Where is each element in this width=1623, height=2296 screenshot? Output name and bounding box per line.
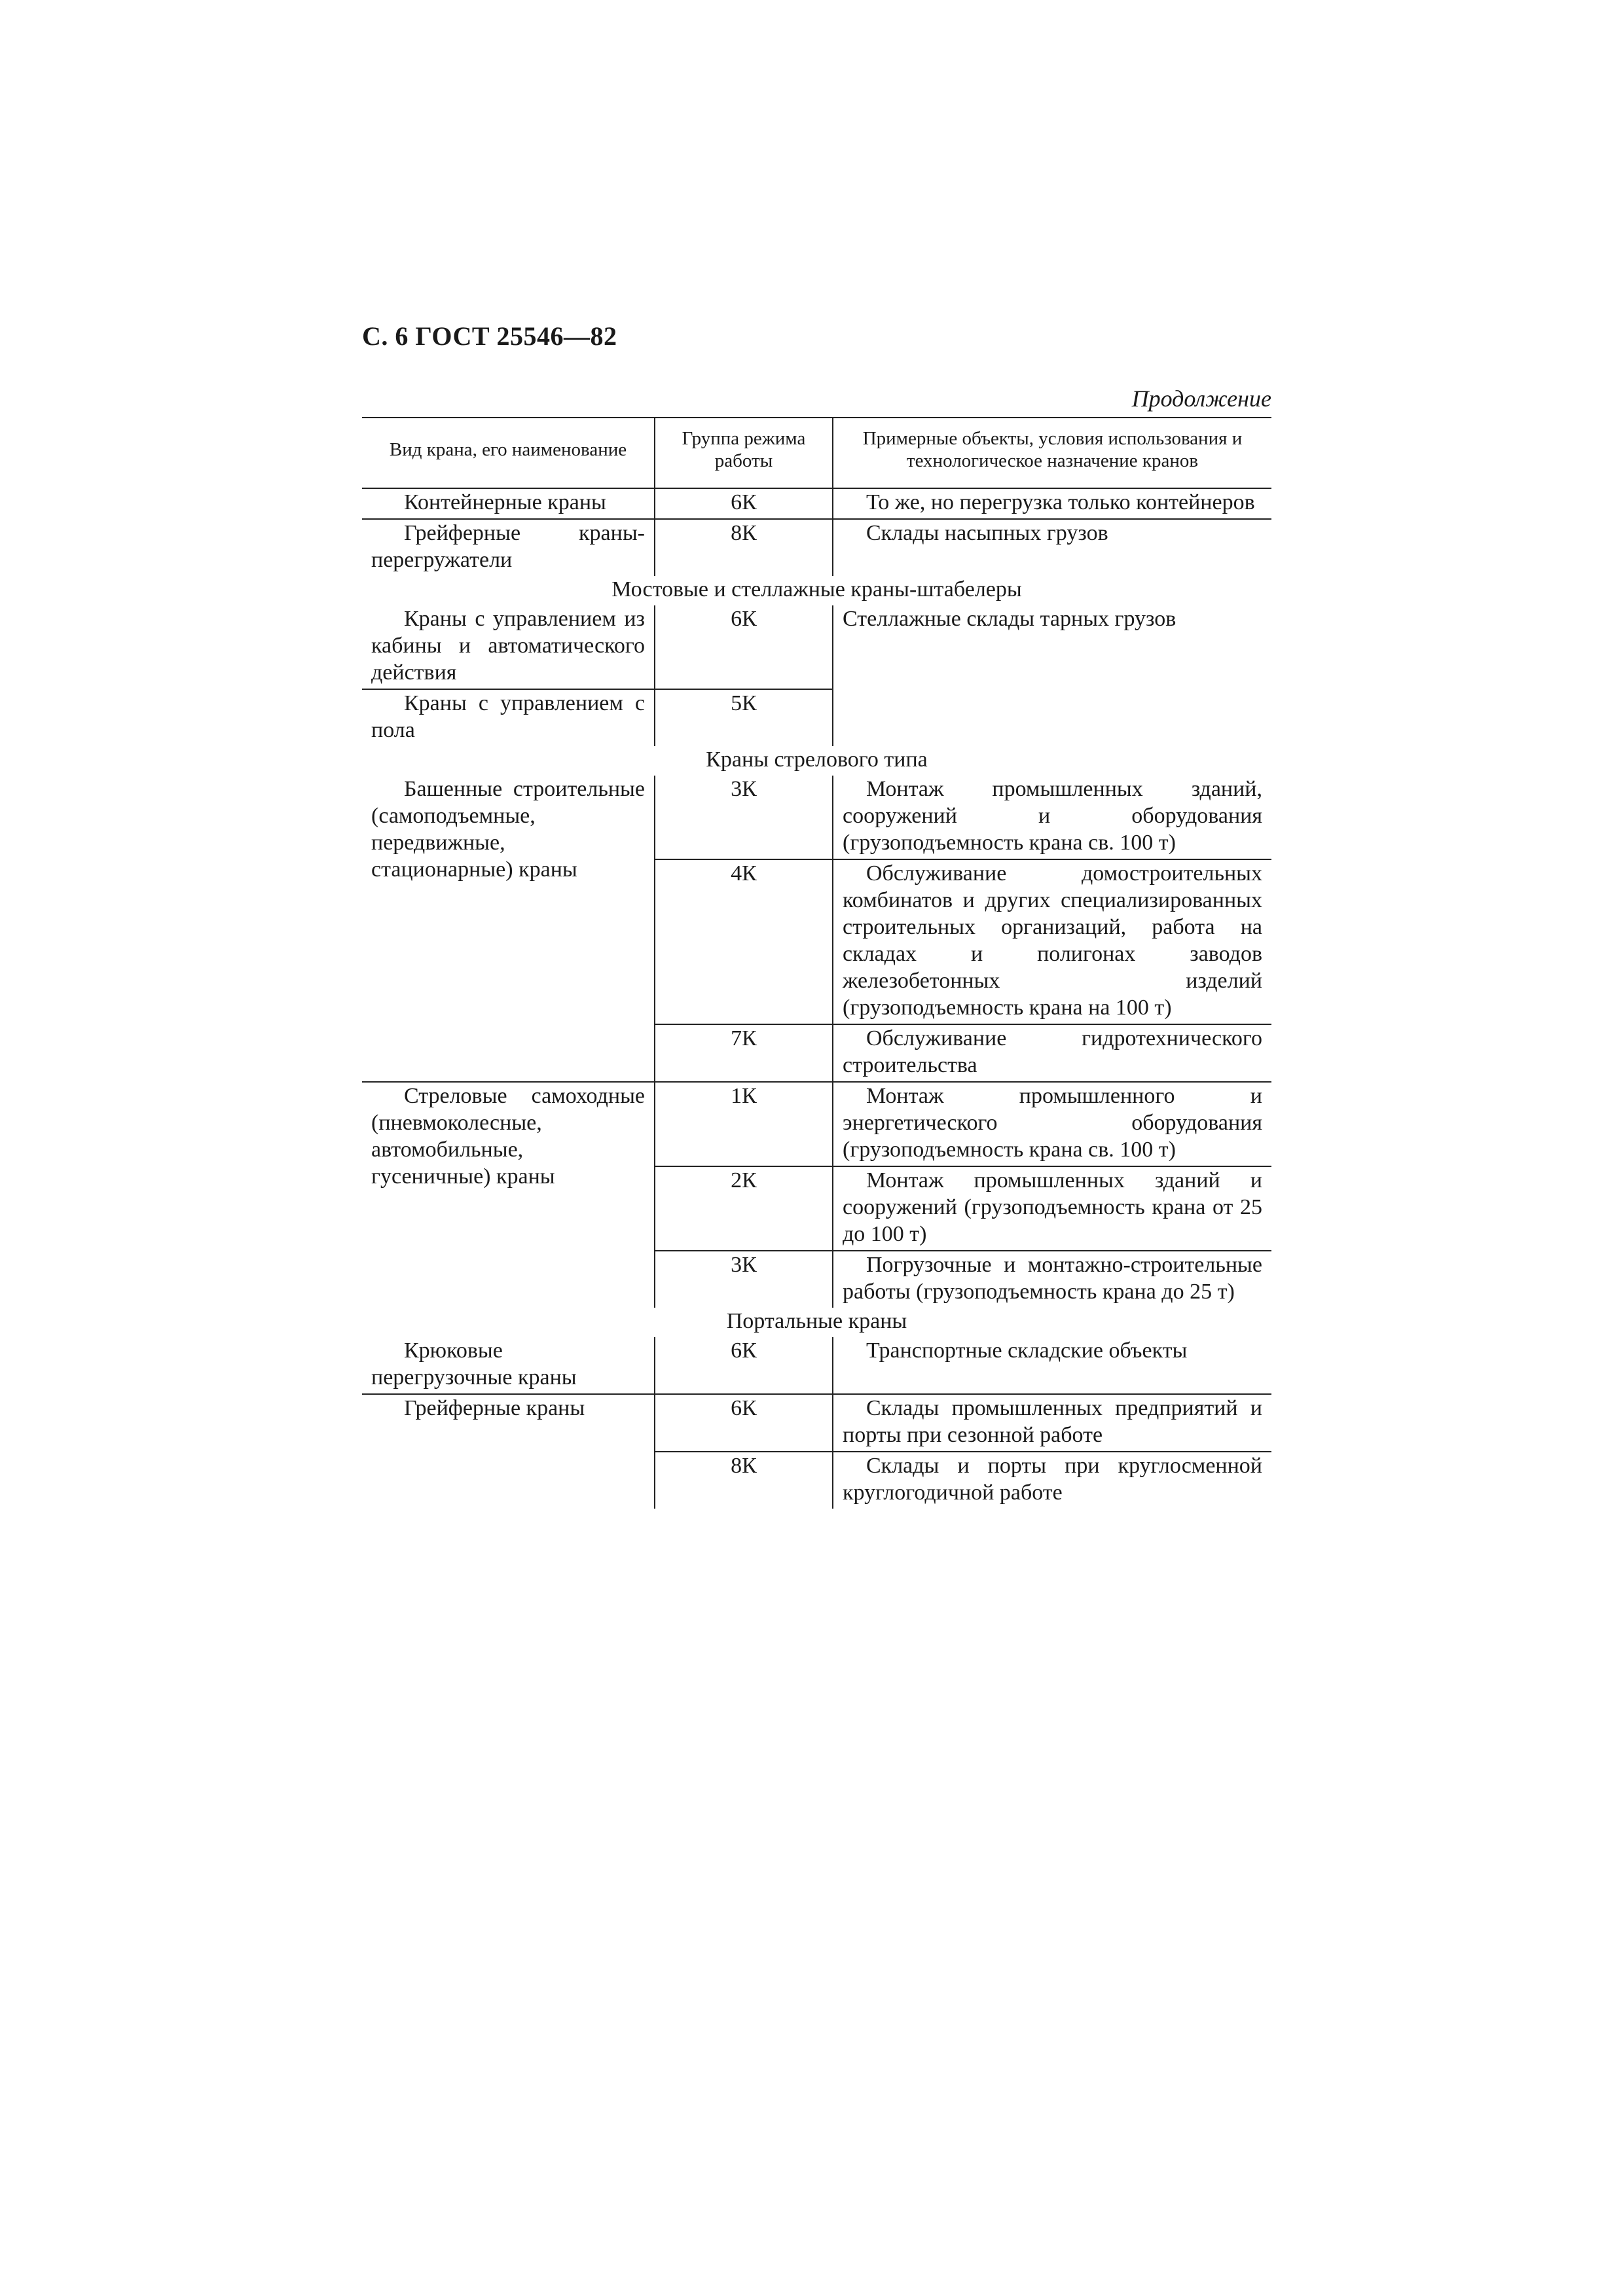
crane-type-text: Грейферные краны [404, 1396, 585, 1420]
table-header-row [362, 418, 1271, 488]
table-row [362, 1394, 1271, 1452]
mode-group-cell: 8К [655, 519, 833, 576]
crane-type-cell [362, 519, 655, 576]
crane-type-text: Башенные строительные (самоподъемные, передвижные, стационарные) краны [371, 777, 645, 882]
column-header-mode-group: Группа режима работы [655, 418, 833, 488]
purpose-text: Стеллажные склады тарных грузов [843, 607, 1176, 631]
purpose-cell [833, 1166, 1271, 1251]
crane-type-text: Стреловые самоходные (пневмоколесные, автомобильные, гусеничные) краны [371, 1084, 645, 1189]
mode-group-cell: 6К [655, 605, 833, 689]
mode-group-cell: 6К [655, 1337, 833, 1394]
mode-group-cell: 7К [655, 1024, 833, 1082]
mode-group-cell: 6К [655, 1394, 833, 1452]
purpose-text: Склады и порты при круглосменной круглогодичной работе [843, 1454, 1262, 1505]
purpose-text: То же, но перегрузка только контейнеров [866, 490, 1255, 514]
crane-type-cell [362, 689, 655, 746]
section-row [362, 1308, 1271, 1337]
purpose-text: Склады насыпных грузов [866, 521, 1108, 545]
crane-type-text: Краны с управлением с пола [371, 691, 645, 742]
crane-type-cell [362, 605, 655, 689]
purpose-cell [833, 1251, 1271, 1308]
crane-type-cell [362, 488, 655, 519]
purpose-text: Обслуживание домостроительных комбинатов и других специализированных строительных организаций, работа на складах и полигонах заводов железобетонных изделий (грузоподъемность крана на 100 т) [843, 861, 1262, 1020]
table-row [362, 519, 1271, 576]
column-header-crane-type: Вид крана, его наименование [362, 418, 655, 488]
purpose-text: Монтаж промышленных зданий, сооружений и оборудования (грузоподъемность крана св. 100 т) [843, 777, 1262, 855]
section-title-boom: Краны стрелового типа [706, 747, 928, 772]
purpose-cell [833, 605, 1271, 746]
table-row [362, 1082, 1271, 1166]
mode-group-cell: 3К [655, 776, 833, 859]
purpose-text: Погрузочные и монтажно-строительные работы (грузоподъемность крана до 25 т) [843, 1253, 1262, 1304]
crane-type-cell [362, 1082, 655, 1308]
table-row [362, 488, 1271, 519]
purpose-cell [833, 1394, 1271, 1452]
purpose-text: Склады промышленных предприятий и порты при сезонной работе [843, 1396, 1262, 1447]
purpose-cell [833, 519, 1271, 576]
purpose-cell [833, 1024, 1271, 1082]
mode-group-cell: 1К [655, 1082, 833, 1166]
table-row [362, 605, 1271, 689]
purpose-cell [833, 1337, 1271, 1394]
section-row [362, 576, 1271, 605]
mode-group-cell: 3К [655, 1251, 833, 1308]
purpose-cell [833, 1452, 1271, 1509]
mode-group-cell: 6К [655, 488, 833, 519]
purpose-cell [833, 859, 1271, 1024]
crane-type-cell [362, 776, 655, 1082]
purpose-text: Обслуживание гидротехнического строительства [843, 1026, 1262, 1077]
mode-group-cell: 2К [655, 1166, 833, 1251]
mode-group-cell: 5К [655, 689, 833, 746]
continuation-label: Продолжение [1131, 386, 1271, 412]
purpose-cell [833, 488, 1271, 519]
mode-group-cell: 4К [655, 859, 833, 1024]
section-row [362, 746, 1271, 776]
crane-type-text: Грейферные краны-перегружатели [371, 521, 645, 572]
purpose-text: Монтаж промышленных зданий и сооружений (грузоподъемность крана от 25 до 100 т) [843, 1168, 1262, 1246]
crane-type-text: Крюковые перегрузочные краны [371, 1338, 577, 1390]
purpose-text: Транспортные складские объекты [866, 1338, 1188, 1363]
crane-modes-table [362, 417, 1271, 1509]
purpose-text: Монтаж промышленного и энергетического оборудования (грузоподъемность крана св. 100 т) [843, 1084, 1262, 1162]
purpose-cell [833, 776, 1271, 859]
table-row [362, 1337, 1271, 1394]
mode-group-cell: 8К [655, 1452, 833, 1509]
section-title-bridge: Мостовые и стеллажные краны-штабелеры [611, 577, 1022, 601]
crane-type-cell [362, 1394, 655, 1509]
crane-type-text: Краны с управлением из кабины и автоматического действия [371, 607, 645, 685]
crane-type-text: Контейнерные краны [404, 490, 606, 514]
purpose-cell [833, 1082, 1271, 1166]
crane-type-cell [362, 1337, 655, 1394]
table-row [362, 776, 1271, 859]
column-header-purpose: Примерные объекты, условия использования и технологическое назначение кранов [833, 418, 1271, 488]
section-title-portal: Портальные краны [726, 1309, 907, 1333]
page-header: С. 6 ГОСТ 25546—82 [362, 321, 617, 351]
